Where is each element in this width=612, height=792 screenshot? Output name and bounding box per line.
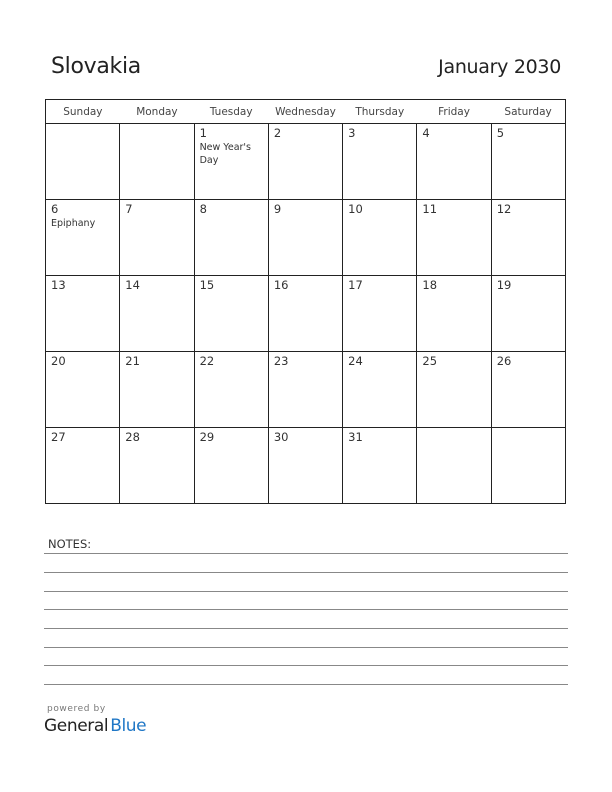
note-line (44, 609, 568, 610)
weekday-thursday: Thursday (343, 100, 417, 124)
weekday-wednesday: Wednesday (268, 100, 342, 124)
day-cell (194, 200, 268, 276)
day-number: 8 (199, 202, 207, 216)
day-number: 16 (273, 278, 289, 292)
weekday-tuesday: Tuesday (194, 100, 268, 124)
day-cell (46, 428, 120, 504)
day-number: 10 (348, 202, 363, 216)
day-number: 3 (348, 126, 356, 140)
day-cell (194, 428, 268, 504)
day-cell (46, 352, 120, 428)
day-cell (343, 276, 417, 352)
note-line (44, 684, 568, 685)
weekday-friday: Friday (417, 100, 491, 124)
day-number: 11 (422, 202, 438, 216)
day-number: 19 (496, 278, 512, 292)
day-cell (194, 352, 268, 428)
day-number: 17 (348, 278, 363, 292)
day-cell (343, 428, 417, 504)
weekday-sunday: Sunday (46, 100, 120, 124)
day-number: 15 (199, 278, 215, 292)
country-title: Slovakia (51, 54, 141, 79)
day-number: 7 (125, 202, 133, 216)
day-number: 29 (199, 430, 215, 444)
weekday-saturday: Saturday (491, 100, 565, 124)
day-number: 21 (125, 354, 140, 368)
week-row (46, 200, 566, 276)
note-line (44, 553, 568, 554)
day-cell (120, 200, 194, 276)
day-cell (46, 124, 120, 200)
day-number: 26 (496, 354, 512, 368)
note-line (44, 628, 568, 629)
day-number: 1 (199, 126, 207, 140)
day-number: 18 (422, 278, 438, 292)
note-line (44, 572, 568, 573)
day-number: 20 (51, 354, 66, 368)
powered-by-text: powered by (47, 704, 106, 714)
day-cell (417, 276, 491, 352)
day-cell (343, 200, 417, 276)
day-number: 9 (273, 202, 282, 216)
day-number: 28 (125, 430, 140, 444)
day-number: 12 (496, 202, 512, 216)
week-row (46, 276, 566, 352)
generalblue-logo (44, 716, 146, 736)
day-cell (268, 276, 342, 352)
brand-blue: Blue (110, 716, 147, 736)
day-number: 2 (273, 126, 282, 140)
week-row (46, 124, 566, 200)
note-line (44, 591, 568, 592)
day-cell (491, 200, 565, 276)
day-number: 22 (199, 354, 215, 368)
day-cell (491, 352, 565, 428)
calendar-grid (45, 99, 566, 504)
day-cell (417, 200, 491, 276)
day-cell (343, 124, 417, 200)
weekday-monday: Monday (120, 100, 194, 124)
day-cell (120, 428, 194, 504)
day-cell (491, 428, 565, 504)
day-number: 6 (51, 202, 59, 216)
day-cell (417, 124, 491, 200)
day-cell (417, 352, 491, 428)
holiday-label: Epiphany (51, 218, 96, 229)
day-cell (268, 428, 342, 504)
day-cell (491, 276, 565, 352)
day-cell (343, 352, 417, 428)
day-number: 27 (51, 430, 66, 444)
day-number: 25 (422, 354, 438, 368)
week-row (46, 352, 566, 428)
note-line (44, 665, 568, 666)
day-number: 5 (496, 126, 505, 140)
day-number: 30 (273, 430, 289, 444)
day-cell (46, 276, 120, 352)
day-cell (268, 352, 342, 428)
day-number: 14 (125, 278, 140, 292)
day-cell (194, 276, 268, 352)
weekday-header-row (46, 100, 566, 124)
day-number: 23 (273, 354, 289, 368)
day-cell (194, 124, 268, 200)
month-year-title: January 2030 (438, 56, 561, 78)
holiday-label: New Year's Day (199, 142, 251, 166)
brand-general: General (44, 716, 109, 736)
day-number: 4 (422, 126, 430, 140)
notes-label: NOTES: (48, 537, 92, 551)
day-number: 31 (348, 430, 363, 444)
day-cell (491, 124, 565, 200)
day-cell (120, 352, 194, 428)
day-cell (268, 124, 342, 200)
note-line (44, 647, 568, 648)
day-cell (417, 428, 491, 504)
week-row (46, 428, 566, 504)
day-cell (120, 124, 194, 200)
day-cell (46, 200, 120, 276)
day-cell (120, 276, 194, 352)
day-cell (268, 200, 342, 276)
day-number: 24 (348, 354, 363, 368)
day-number: 13 (51, 278, 66, 292)
